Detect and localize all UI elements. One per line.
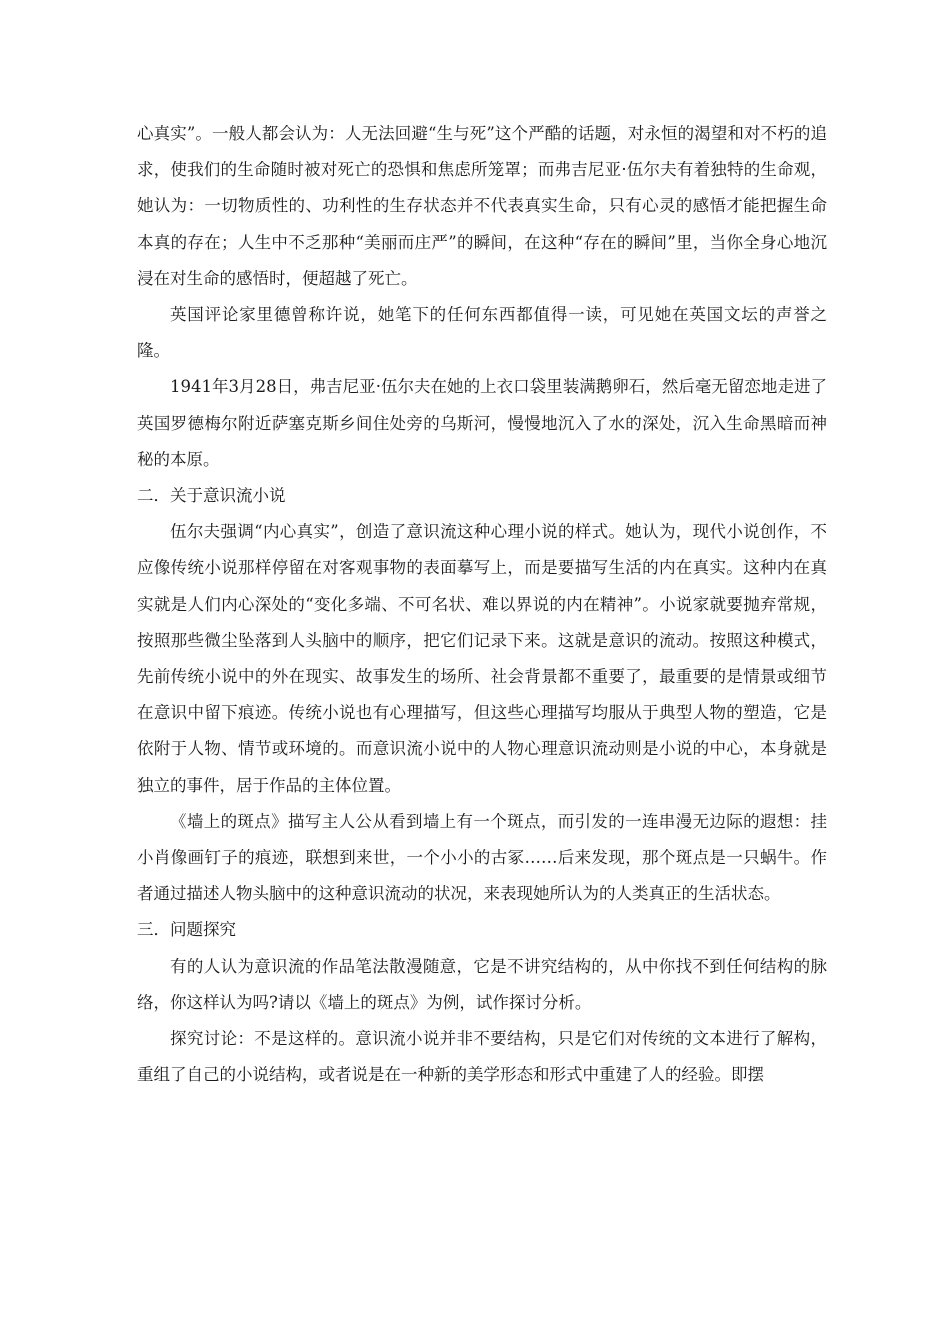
section-heading-stream-of-consciousness: 二．关于意识流小说 (137, 486, 286, 506)
paragraph-mark-on-the-wall: 《墙上的斑点》描写主人公从看到墙上有一个斑点，而引发的一连串漫无边际的遐想：挂小肖像画钉子的痕迹，联想到来世，一个小小的古冢……后来发现，那个斑点是一只蜗牛。作者通过描述人物头脑中的这种意识流动的状况，来表现她所认为的人类真正的生活状态。 (137, 811, 827, 904)
paragraph-death-1941: 1941年3月28日，弗吉尼亚·伍尔夫在她的上衣口袋里装满鹅卵石，然后毫无留恋地走进了英国罗德梅尔附近萨塞克斯乡间住处旁的乌斯河，慢慢地沉入了水的深处，沉入生命黑暗而神秘的本原。 (137, 377, 827, 469)
paragraph-discussion: 探究讨论：不是这样的。意识流小说并非不要结构，只是它们对传统的文本进行了解构，重组了自己的小说结构，或者说是在一种新的美学形态和形式中重建了人的经验。即摆 (137, 1029, 827, 1085)
document-body (137, 116, 827, 1093)
paragraph-life-view: 心真实”。一般人都会认为：人无法回避“生与死”这个严酷的话题，对永恒的渴望和对不朽的追求，使我们的生命随时被对死亡的恐惧和焦虑所笼罩；而弗吉尼亚·伍尔夫有着独特的生命观，她认为：一切物质性的、功利性的生存状态并不代表真实生命，只有心灵的感悟才能把握生命本真的存在；人生中不乏那种“美丽而庄严”的瞬间，在这种“存在的瞬间”里，当你全身心地沉浸在对生命的感悟时，便超越了死亡。 (137, 124, 827, 288)
paragraph-critic-praise: 英国评论家里德曾称许说，她笔下的任何东西都值得一读，可见她在英国文坛的声誉之隆。 (137, 305, 827, 361)
paragraph-question: 有的人认为意识流的作品笔法散漫随意，它是不讲究结构的，从中你找不到任何结构的脉络，你这样认为吗?请以《墙上的斑点》为例，试作探讨分析。 (137, 956, 827, 1012)
section-heading-inquiry: 三．问题探究 (137, 920, 236, 940)
paragraph-inner-reality: 伍尔夫强调“内心真实”，创造了意识流这种心理小说的样式。她认为，现代小说创作，不应像传统小说那样停留在对客观事物的表面摹写上，而是要描写生活的内在真实。这种内在真实就是人们内心深处的“变化多端、不可名状、难以界说的内在精神”。小说家就要抛弃常规，按照那些微尘坠落到人头脑中的顺序，把它们记录下来。这就是意识的流动。按照这种模式，先前传统小说中的外在现实、故事发生的场所、社会背景都不重要了，最重要的是情景或细节在意识中留下痕迹。传统小说也有心理描写，但这些心理描写均服从于典型人物的塑造，它是依附于人物、情节或环境的。而意识流小说中的人物心理意识流动则是小说的中心，本身就是独立的事件，居于作品的主体位置。 (137, 522, 827, 795)
